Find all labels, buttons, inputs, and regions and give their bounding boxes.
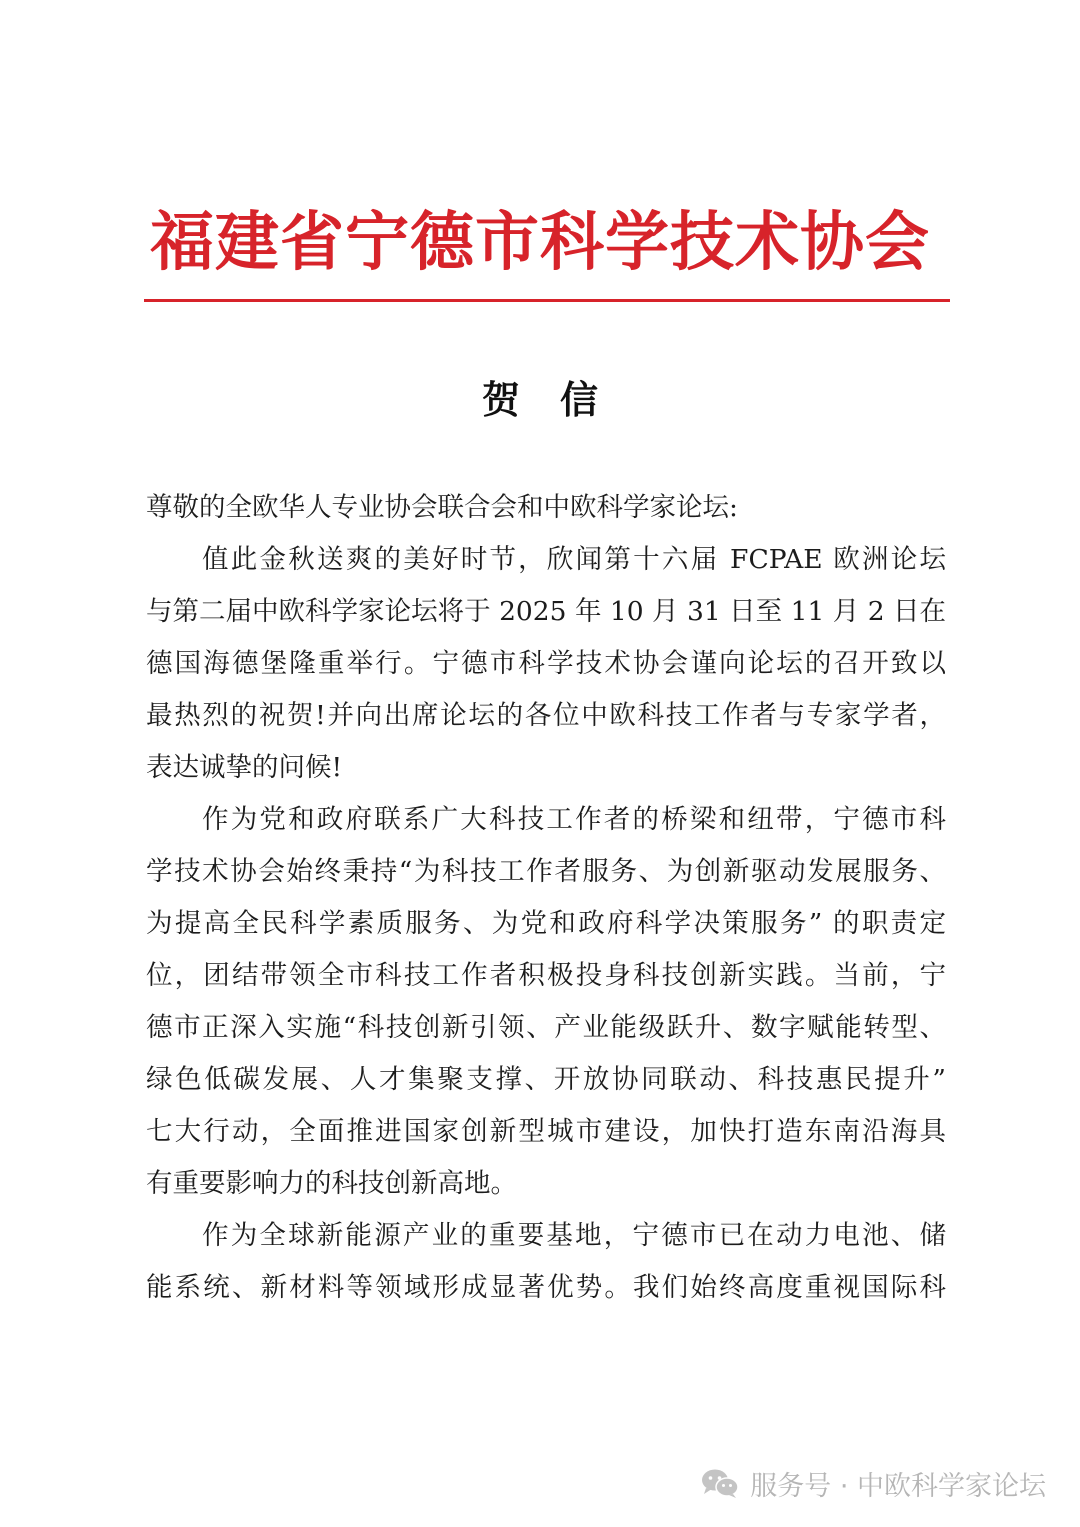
title-char-2: 信	[560, 377, 599, 422]
salutation: 尊敬的全欧华人专业协会联合会和中欧科学家论坛:	[146, 492, 738, 523]
paragraph-1-line-1: 值此金秋送爽的美好时节，欣闻第十六届 FCPAE 欧洲论坛	[202, 544, 946, 575]
paragraph-1-line-2: 与第二届中欧科学家论坛将于 2025 年 10 月 31 日至 11 月 2 日在	[146, 596, 946, 627]
paragraph-1-line-3: 德国海德堡隆重举行。宁德市科学技术协会谨向论坛的召开致以	[146, 648, 946, 679]
paragraph-3-line-2: 能系统、新材料等领域形成显著优势。我们始终高度重视国际科	[146, 1272, 946, 1303]
account-watermark	[700, 1458, 1046, 1508]
paragraph-1-line-4: 最热烈的祝贺!并向出席论坛的各位中欧科技工作者与专家学者，	[146, 700, 946, 731]
paragraph-2-line-3: 为提高全民科学素质服务、为党和政府科学决策服务” 的职责定	[146, 908, 946, 939]
paragraph-2-line-6: 绿色低碳发展、人才集聚支撑、开放协同联动、科技惠民提升”	[146, 1064, 946, 1095]
title-char-1: 贺	[481, 377, 520, 422]
paragraph-1-line-5: 表达诚挚的问候!	[146, 752, 343, 783]
paragraph-2-line-4: 位，团结带领全市科技工作者积极投身科技创新实践。当前，宁	[146, 960, 946, 991]
paragraph-3-line-1: 作为全球新能源产业的重要基地，宁德市已在动力电池、储	[202, 1220, 946, 1251]
organization-header: 福建省宁德市科学技术协会	[150, 205, 930, 280]
wechat-icon	[700, 1467, 740, 1499]
paragraph-2-line-7: 七大行动，全面推进国家创新型城市建设，加快打造东南沿海具	[146, 1116, 946, 1147]
paragraph-2-line-1: 作为党和政府联系广大科技工作者的桥梁和纽带，宁德市科	[202, 804, 946, 835]
document-title	[0, 372, 1080, 428]
paragraph-2-line-8: 有重要影响力的科技创新高地。	[146, 1168, 517, 1199]
letter-body	[146, 482, 946, 1314]
watermark-text: 服务号 · 中欧科学家论坛	[750, 1470, 1046, 1502]
paragraph-2-line-5: 德市正深入实施“科技创新引领、产业能级跃升、数字赋能转型、	[146, 1012, 946, 1043]
header-divider	[144, 299, 950, 302]
paragraph-2-line-2: 学技术协会始终秉持“为科技工作者服务、为创新驱动发展服务、	[146, 856, 946, 887]
